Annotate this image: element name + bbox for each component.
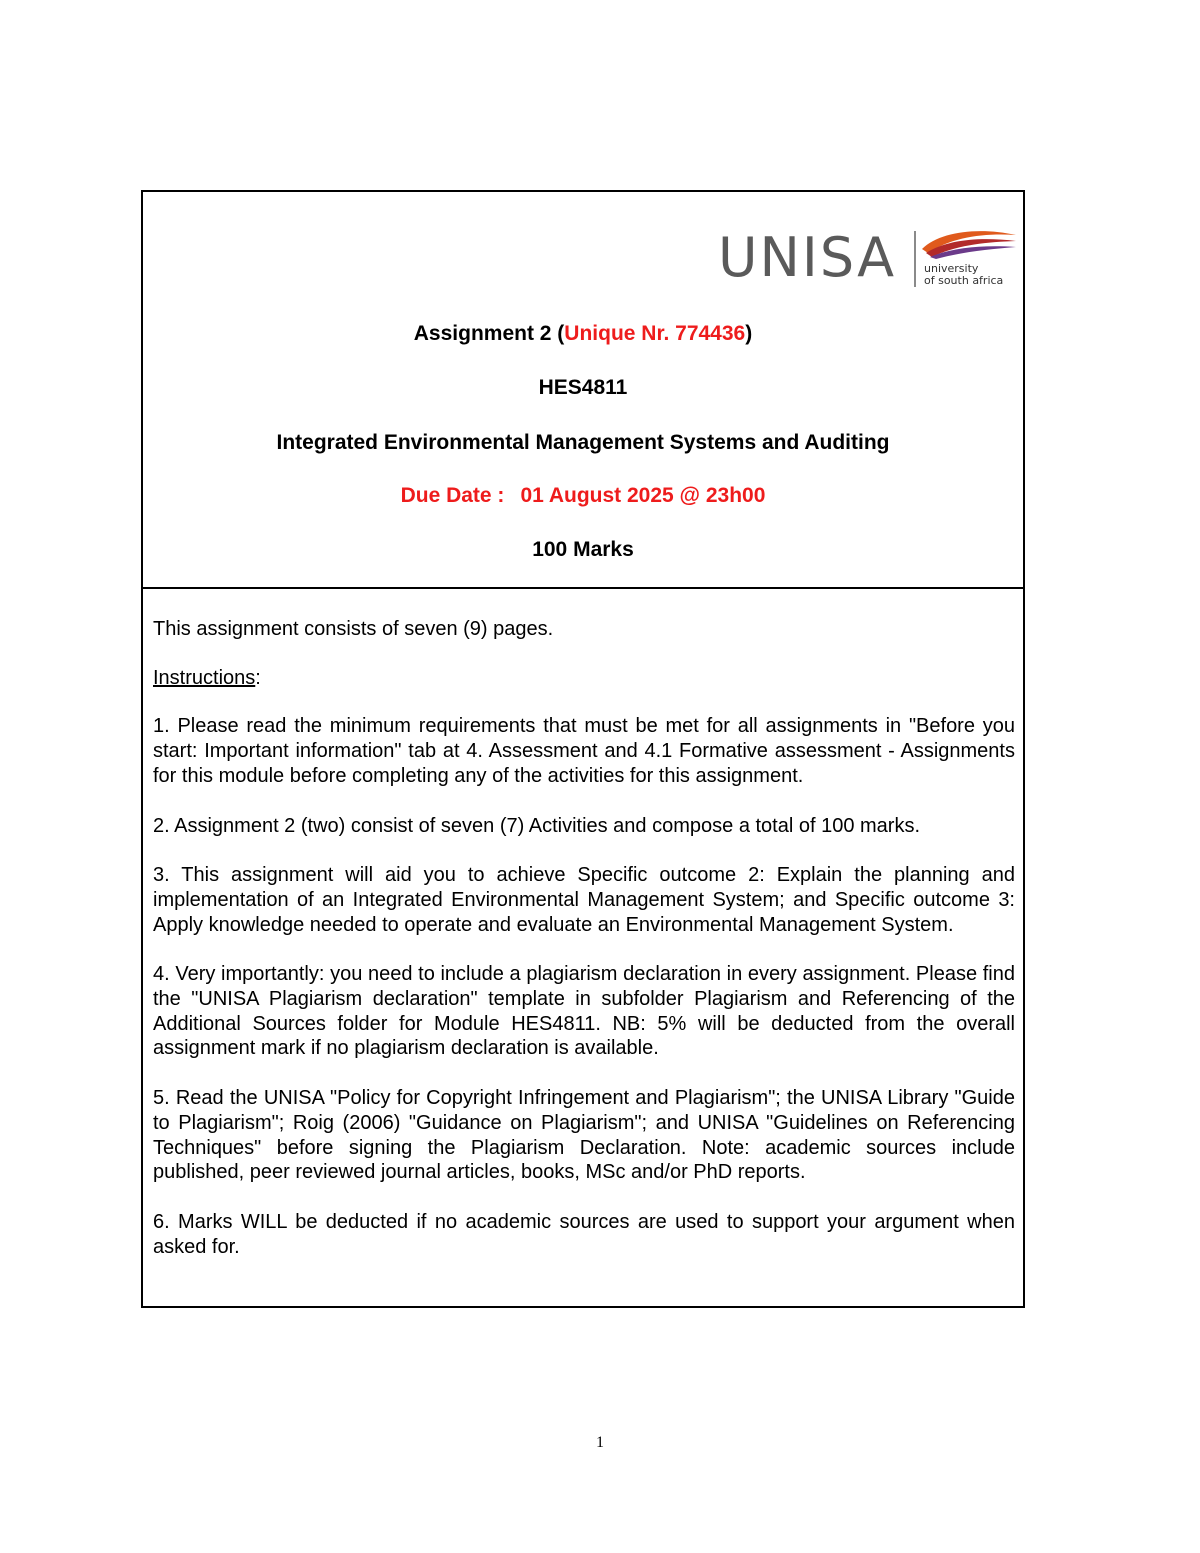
instruction-item-1: 1. Please read the minimum requirements that must be met for all assignments in "Before you start: Important information" tab at 4. Assessment and 4.1 Formative assessment - Assignments for this module before completing any of the activities for this assignment.: [153, 715, 1015, 787]
total-marks: 100 Marks: [532, 538, 634, 561]
instructions-cell: [153, 617, 1015, 1284]
instructions-heading-text: Instructions: [153, 666, 256, 689]
unisa-logo: [718, 227, 1018, 289]
module-code: HES4811: [538, 376, 628, 399]
header-cell: [143, 192, 1023, 589]
instruction-item-2: 2. Assignment 2 (two) consist of seven (7) Activities and compose a total of 100 marks.: [153, 814, 921, 837]
logo-subtitle: [924, 263, 1003, 287]
page-count-text: This assignment consists of seven (9) pages.: [153, 618, 554, 640]
instructions-heading-colon: :: [255, 666, 261, 689]
assignment-prefix: Assignment 2 (: [413, 322, 565, 345]
unique-number: Unique Nr. 774436: [564, 322, 746, 345]
assignment-title: [143, 321, 1023, 347]
page-number: 1: [596, 1434, 604, 1451]
assignment-suffix: ): [745, 322, 753, 345]
instructions-heading: [153, 666, 1015, 691]
instruction-item-5: 5. Read the UNISA "Policy for Copyright Infringement and Plagiarism"; the UNISA Library "Guide to Plagiarism"; Roig (2006) "Guidance on Plagiarism"; and UNISA "Guidelines on Referencing Techniques" before signing the Plagiarism Declaration. Note: academic sources include published, peer reviewed journal articles, books, MSc and/or PhD reports.: [153, 1087, 1015, 1184]
instruction-item-3: 3. This assignment will aid you to achieve Specific outcome 2: Explain the planning and implementation of an Integrated Environmental Management System; and Specific outcome 3: Apply knowledge needed to operate and evaluate an Environmental Management System.: [153, 864, 1015, 936]
instruction-item-4: 4. Very importantly: you need to include a plagiarism declaration in every assignment. Please find the "UNISA Plagiarism declaration" template in subfolder Plagiarism and Referencing of the Additional Sources folder for Module HES4811. NB: 5% will be deducted from the overall assignment mark if no plagiarism declaration is available.: [153, 963, 1015, 1060]
instruction-item-6: 6. Marks WILL be deducted if no academic sources are used to support your argument when asked for.: [153, 1210, 1015, 1258]
module-name: Integrated Environmental Management Systems and Auditing: [276, 431, 890, 454]
due-date-label: Due Date :: [400, 484, 505, 507]
logo-divider: [914, 231, 916, 287]
swoosh-icon: [920, 227, 1018, 259]
logo-subtitle-line1: university: [924, 262, 979, 275]
assignment-cover-table: [141, 190, 1025, 1308]
due-date-value: 01 August 2025 @ 23h00: [520, 484, 766, 507]
logo-subtitle-line2: of south africa: [924, 274, 1004, 287]
logo-wordmark: UNISA: [718, 226, 897, 289]
due-date: [143, 483, 1023, 509]
